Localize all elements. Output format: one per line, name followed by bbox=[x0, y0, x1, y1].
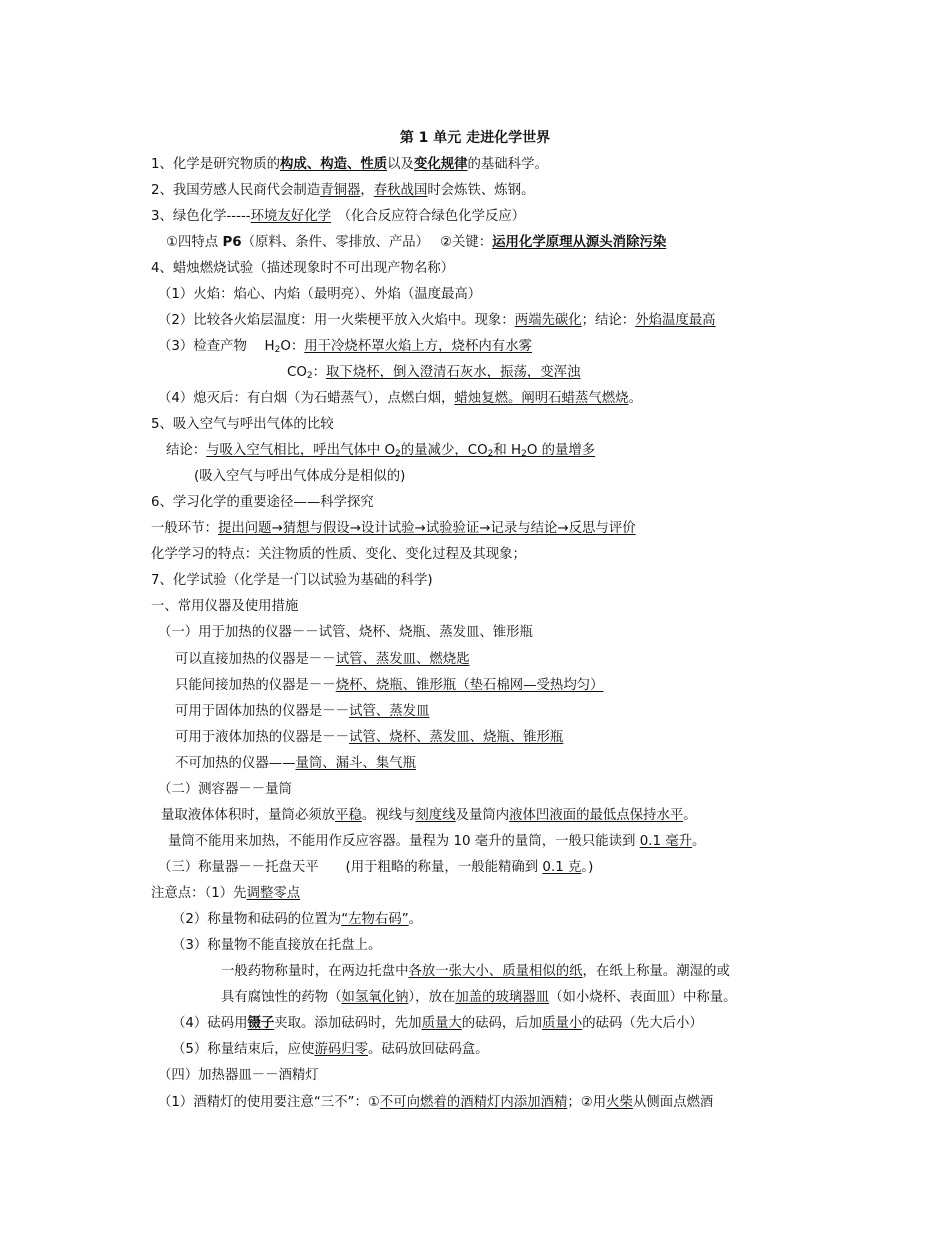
text-line-14: 6、学习化学的重要途径——科学探究 bbox=[151, 495, 374, 510]
text-line-23: 可用于液体加热的仪器是－－试管、烧杯、蒸发皿、烧瓶、锥形瓶 bbox=[175, 730, 564, 745]
text-line-20: 可以直接加热的仪器是－－试管、蒸发皿、燃烧匙 bbox=[175, 652, 470, 667]
text-line-7: （2）比较各火焰层温度：用一火柴梗平放入火焰中。现象：两端先碳化；结论：外焰温度最高 bbox=[158, 313, 716, 328]
text-line-16: 化学学习的特点：关注物质的性质、变化、变化过程及其现象； bbox=[151, 547, 526, 562]
text-line-34: （4）砝码用镊子夹取。添加砝码时，先加质量大的砝码，后加质量小的砝码（先大后小） bbox=[172, 1016, 703, 1031]
text-line-31: （3）称量物不能直接放在托盘上。 bbox=[172, 938, 382, 953]
text-line-10: （4）熄灭后：有白烟（为石蜡蒸气），点燃白烟，蜡烛复燃。阐明石蜡蒸气燃烧。 bbox=[158, 391, 642, 406]
text-line-11: 5、吸入空气与呼出气体的比较 bbox=[151, 417, 334, 432]
text-line-19: （一）用于加热的仪器－－试管、烧杯、烧瓶、蒸发皿、锥形瓶 bbox=[158, 625, 533, 640]
text-line-32: 一般药物称量时，在两边托盘中各放一张大小、质量相似的纸，在纸上称量。潮湿的或 bbox=[221, 964, 730, 979]
text-line-26: 量取液体体积时，量筒必须放平稳。视线与刻度线及量筒内液体凹液面的最低点保持水平。 bbox=[161, 808, 697, 823]
text-line-21: 只能间接加热的仪器是－－烧杯、烧瓶、锥形瓶（垫石棉网—受热均匀） bbox=[175, 678, 604, 693]
text-line-13: (吸入空气与呼出气体成分是相似的) bbox=[194, 469, 406, 484]
text-line-36: （四）加热器皿－－酒精灯 bbox=[158, 1068, 319, 1083]
text-line-33: 具有腐蚀性的药物（如氢氧化钠），放在加盖的玻璃器皿（如小烧杯、表面皿）中称量。 bbox=[221, 990, 737, 1005]
text-line-24: 不可加热的仪器——量筒、漏斗、集气瓶 bbox=[175, 756, 417, 771]
text-line-5: 4、蜡烛燃烧试验（描述现象时不可出现产物名称） bbox=[151, 261, 455, 276]
text-line-1: 1、化学是研究物质的构成、构造、性质以及变化规律的基础科学。 bbox=[151, 157, 548, 172]
text-line-29: 注意点：（1）先调整零点 bbox=[151, 886, 301, 901]
text-line-22: 可用于固体加热的仪器是－－试管、蒸发皿 bbox=[175, 704, 430, 719]
text-line-18: 一、常用仪器及使用措施 bbox=[151, 599, 299, 614]
text-line-15: 一般环节：提出问题→猜想与假设→设计试验→试验验证→记录与结论→反思与评价 bbox=[151, 521, 636, 536]
text-line-12: 结论：与吸入空气相比，呼出气体中 $O_2$的量减少，$CO_2$和 $H_2O$ 的量增多 bbox=[166, 443, 596, 459]
text-line-9: $CO_2$：取下烧杯，倒入澄清石灰水，振荡，变浑浊 bbox=[287, 365, 581, 381]
page-title: 第 1 单元 走进化学世界 bbox=[399, 130, 551, 146]
text-line-28: （三）称量器－－托盘天平 (用于粗略的称量，一般能精确到 0.1 克。) bbox=[158, 860, 594, 875]
text-line-8: （3）检查产物 $H_2O$：用干冷烧杯罩火焰上方，烧杯内有水雾 bbox=[158, 339, 532, 355]
text-line-27: 量筒不能用来加热，不能用作反应容器。量程为 10 毫升的量筒，一般只能读到 0.1 毫升。 bbox=[168, 834, 706, 849]
text-line-6: （1）火焰：焰心、内焰（最明亮）、外焰（温度最高） bbox=[158, 287, 482, 302]
text-line-35: （5）称量结束后，应使游码归零。砝码放回砝码盒。 bbox=[172, 1042, 489, 1057]
text-line-25: （二）测容器－－量筒 bbox=[158, 782, 292, 797]
text-line-37: （1）酒精灯的使用要注意“三不”：①不可向燃着的酒精灯内添加酒精；②用火柴从侧面点燃酒 bbox=[158, 1095, 714, 1110]
text-line-4: ①四特点 P6（原料、条件、零排放、产品） ②关键：运用化学原理从源头消除污染 bbox=[166, 235, 667, 250]
text-line-17: 7、化学试验（化学是一门以试验为基础的科学) bbox=[151, 573, 433, 588]
text-line-30: （2）称量物和砝码的位置为“左物右码”。 bbox=[172, 912, 423, 927]
text-line-2: 2、我国劳感人民商代会制造青铜器，春秋战国时会炼铁、炼钢。 bbox=[151, 183, 535, 198]
text-line-3: 3、绿色化学-----环境友好化学 （化合反应符合绿色化学反应） bbox=[151, 209, 526, 224]
